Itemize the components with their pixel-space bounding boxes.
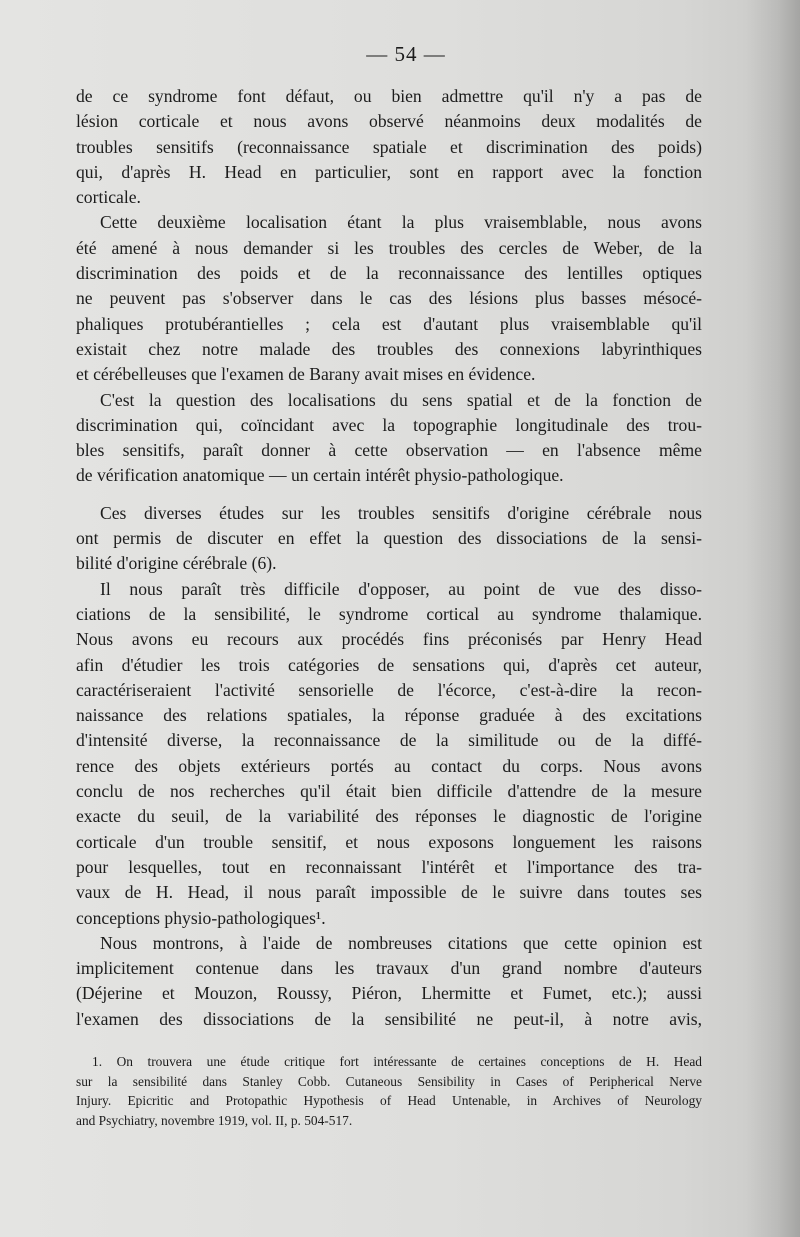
text-line: d'intensité diverse, la reconnaissance de la similitude ou de la diffé- (76, 730, 702, 751)
text-line: l'examen des dissociations de la sensibilité ne peut-il, à notre avis, (76, 1008, 702, 1029)
text-line: Nous montrons, à l'aide de nombreuses citations que cette opinion est (100, 932, 702, 953)
text-line: lésion corticale et nous avons observé néanmoins deux modalités de (76, 111, 702, 132)
text-line: Ces diverses études sur les troubles sensitifs d'origine cérébrale nous (100, 502, 702, 523)
text-line: conceptions physio-pathologiques¹. (76, 907, 326, 928)
text-line: discrimination des poids et de la reconnaissance des lentilles optiques (76, 263, 702, 284)
paragraph (76, 577, 702, 931)
text-line: de vérification anatomique — un certain intérêt physio-pathologique. (76, 465, 564, 486)
text-line: existait chez notre malade des troubles des connexions labyrinthiques (76, 338, 702, 359)
text-line: rence des objets extérieurs portés au contact du corps. Nous avons (76, 755, 702, 776)
text-line: C'est la question des localisations du sens spatial et de la fonction de (100, 389, 702, 410)
paragraph (76, 84, 702, 210)
text-line: caractériseraient l'activité sensorielle de l'écorce, c'est-à-dire la recon- (76, 679, 702, 700)
footnote-line: Injury. Epicritic and Protopathic Hypothesis of Head Untenable, in Archives of Neurology (76, 1093, 702, 1108)
footnote-line: and Psychiatry, novembre 1919, vol. II, p. 504-517. (76, 1112, 353, 1128)
footnote (76, 1052, 702, 1130)
text-line: implicitement contenue dans les travaux d'un grand nombre d'auteurs (76, 958, 702, 979)
section-gap (76, 489, 702, 501)
footnote-line: sur la sensibilité dans Stanley Cobb. Cutaneous Sensibility in Cases of Peripherical Nerve (76, 1073, 702, 1089)
paragraph (76, 210, 702, 387)
text-line: bilité d'origine cérébrale (6). (76, 553, 277, 574)
text-line: Nous avons eu recours aux procédés fins préconisés par Henry Head (76, 629, 702, 650)
text-line: de ce syndrome font défaut, ou bien admettre qu'il n'y a pas de (76, 86, 702, 106)
text-line: ne peuvent pas s'observer dans le cas des lésions plus basses mésocé- (76, 288, 702, 309)
text-line: bles sensitifs, paraît donner à cette observation — en l'absence même (76, 440, 702, 461)
text-line: Cette deuxième localisation étant la plus vraisemblable, nous avons (100, 212, 702, 233)
text-line: discrimination qui, coïncidant avec la topographie longitudinale des trou- (76, 414, 702, 435)
body-text (76, 84, 702, 1032)
paragraph (76, 388, 702, 489)
footnote-line: 1. On trouvera une étude critique fort intéressante de certaines conceptions de H. Head (92, 1054, 702, 1069)
page-edge-shadow (745, 0, 800, 1237)
text-line: corticale. (76, 187, 141, 208)
text-line: troubles sensitifs (reconnaissance spatiale et discrimination des poids) (76, 136, 702, 157)
text-line: et cérébelleuses que l'examen de Barany avait mises en évidence. (76, 364, 536, 385)
text-line: conclu de nos recherches qu'il était bien difficile d'attendre de la mesure (76, 781, 702, 802)
text-line: Il nous paraît très difficile d'opposer, au point de vue des disso- (100, 578, 702, 599)
text-line: ont permis de discuter en effet la question des dissociations de la sensi- (76, 528, 702, 549)
page-number: — 54 — (366, 42, 446, 66)
text-line: corticale d'un trouble sensitif, et nous exposons longuement les raisons (76, 831, 702, 852)
text-line: naissance des relations spatiales, la réponse graduée à des excitations (76, 705, 702, 726)
text-line: qui, d'après H. Head en particulier, sont en rapport avec la fonction (76, 161, 702, 182)
paragraph (76, 501, 702, 577)
text-line: été amené à nous demander si les troubles des cercles de Weber, de la (76, 237, 702, 258)
paragraph (76, 931, 702, 1032)
text-line: afin d'étudier les trois catégories de sensations qui, d'après cet auteur, (76, 654, 702, 675)
text-line: ciations de la sensibilité, le syndrome cortical au syndrome thalamique. (76, 603, 702, 624)
text-line: pour lesquelles, tout en reconnaissant l'intérêt et l'importance des tra- (76, 856, 702, 877)
text-line: vaux de H. Head, il nous paraît impossible de le suivre dans toutes ses (76, 882, 702, 903)
text-line: phaliques protubérantielles ; cela est d'autant plus vraisemblable qu'il (76, 313, 702, 334)
text-line: exacte du seuil, de la variabilité des réponses le diagnostic de l'origine (76, 806, 702, 827)
text-line: (Déjerine et Mouzon, Roussy, Piéron, Lhermitte et Fumet, etc.); aussi (76, 983, 702, 1004)
